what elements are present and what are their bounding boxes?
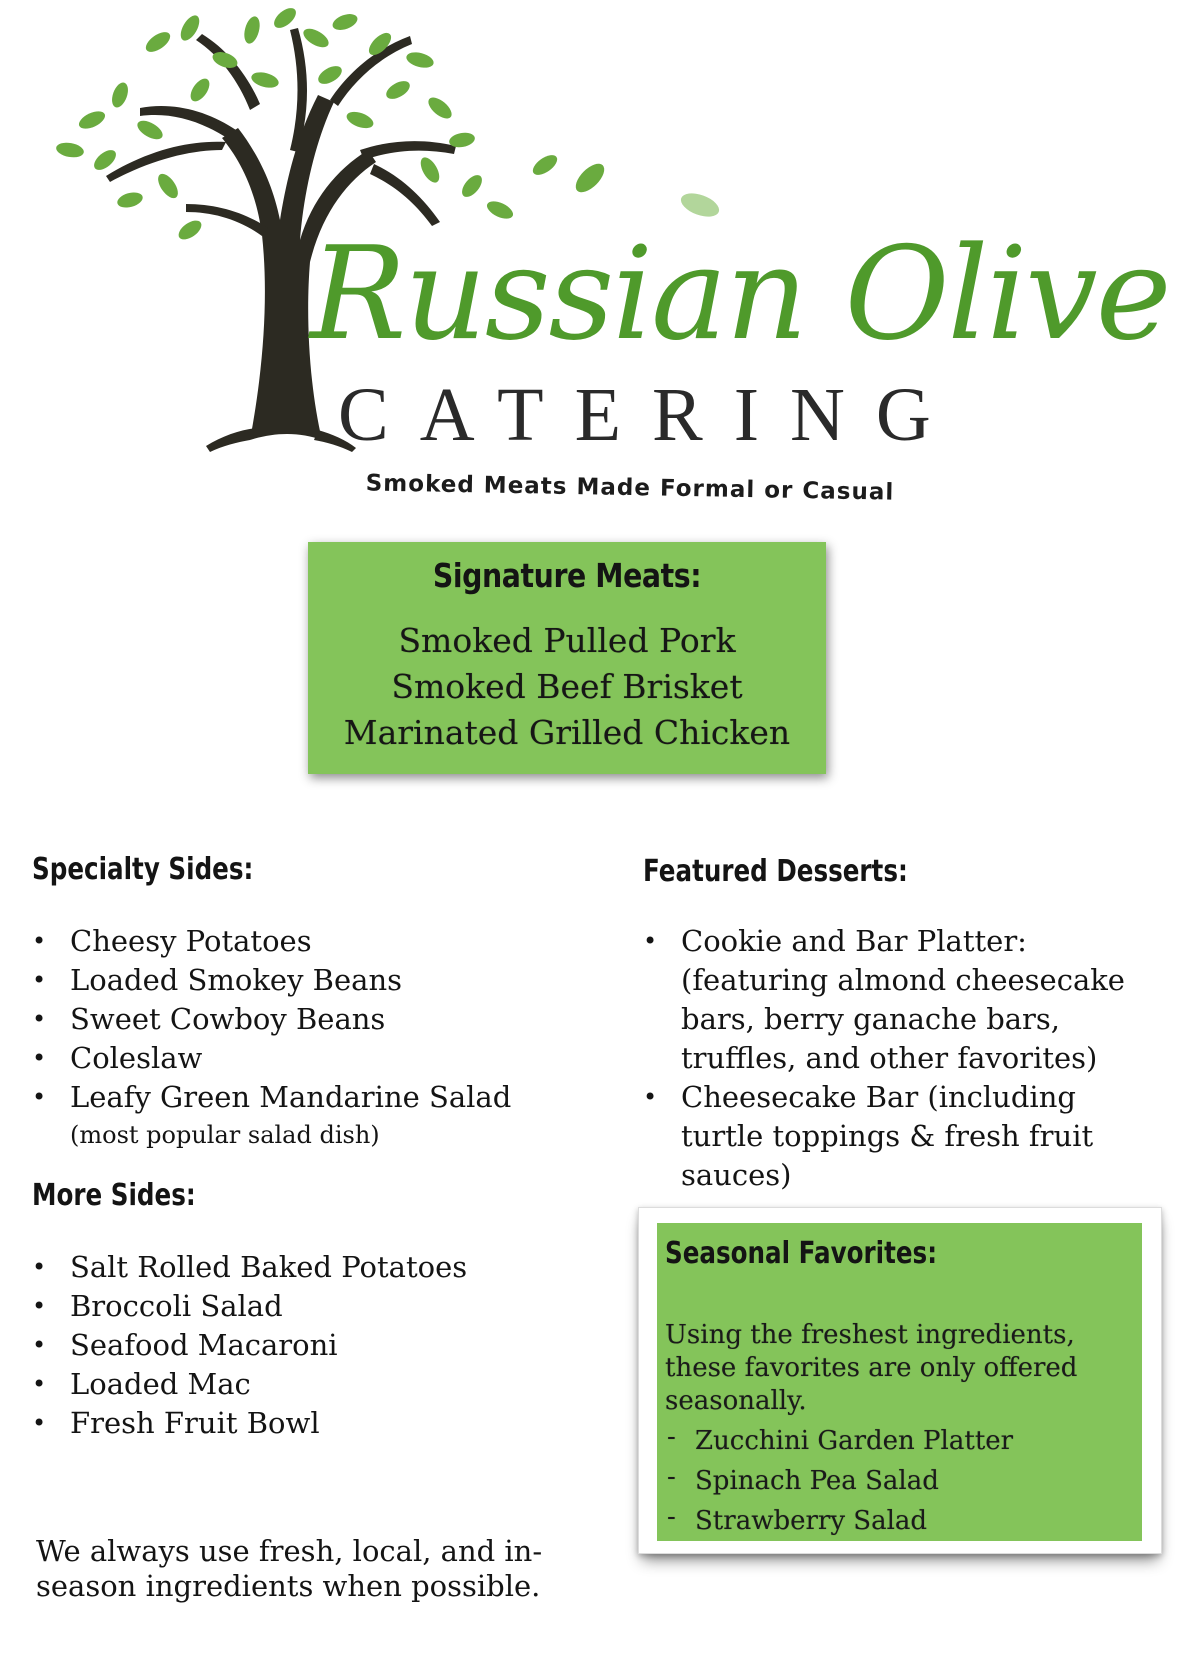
seasonal-favorites-card	[638, 1207, 1162, 1554]
brand-name-catering: CATERING	[338, 373, 962, 457]
popular-note: (most popular salad dish)	[70, 1121, 380, 1149]
list-item-label: Leafy Green Mandarine Salad	[70, 1080, 512, 1114]
list-item: • Cookie and Bar Platter:(featuring almond cheesecake bars, berry ganache bars, truffles, and other favorites)	[643, 922, 1163, 1078]
signature-meats-title: Signature Meats:	[432, 556, 702, 595]
tagline: Smoked Meats Made Formal or Casual	[365, 470, 895, 506]
seasonal-favorites-box	[657, 1223, 1142, 1541]
list-item: Marinated Grilled Chicken	[343, 713, 791, 752]
list-item: • Loaded Mac	[32, 1365, 592, 1404]
featured-desserts-list	[643, 922, 1163, 1195]
list-item: - Spinach Pea Salad	[665, 1461, 1013, 1501]
specialty-sides-list	[32, 922, 592, 1153]
signature-meats-box	[308, 542, 826, 774]
list-item	[32, 1078, 592, 1153]
catering-logo	[0, 0, 1200, 520]
list-item: • Loaded Smokey Beans	[32, 961, 592, 1000]
list-item: • Coleslaw	[32, 1039, 592, 1078]
list-item: • Fresh Fruit Bowl	[32, 1404, 592, 1443]
list-item: Smoked Beef Brisket	[391, 667, 743, 706]
list-item: - Strawberry Salad	[665, 1501, 1013, 1541]
ingredients-note: We always use fresh, local, and in-season ingredients when possible.	[36, 1534, 543, 1603]
list-item: • Cheesy Potatoes	[32, 922, 592, 961]
specialty-sides-heading: Specialty Sides:	[32, 852, 254, 887]
featured-desserts-heading: Featured Desserts:	[643, 854, 908, 889]
more-sides-heading: More Sides:	[32, 1178, 196, 1213]
list-item: • Salt Rolled Baked Potatoes	[32, 1248, 592, 1287]
list-item: Smoked Pulled Pork	[398, 621, 736, 660]
list-item: • Sweet Cowboy Beans	[32, 1000, 592, 1039]
list-item: - Zucchini Garden Platter	[665, 1421, 1013, 1461]
list-item: • Cheesecake Bar (including turtle toppings & fresh fruit sauces)	[643, 1078, 1163, 1195]
seasonal-description: Using the freshest ingredients, these favorites are only offered seasonally.	[665, 1320, 1078, 1416]
list-item: • Broccoli Salad	[32, 1287, 592, 1326]
brand-name-script: Russian Olive	[310, 220, 1170, 369]
more-sides-list	[32, 1248, 592, 1443]
seasonal-favorites-list	[665, 1421, 1013, 1541]
seasonal-favorites-title: Seasonal Favorites:	[665, 1236, 938, 1271]
list-item: • Seafood Macaroni	[32, 1326, 592, 1365]
signature-meats-list	[308, 618, 826, 756]
